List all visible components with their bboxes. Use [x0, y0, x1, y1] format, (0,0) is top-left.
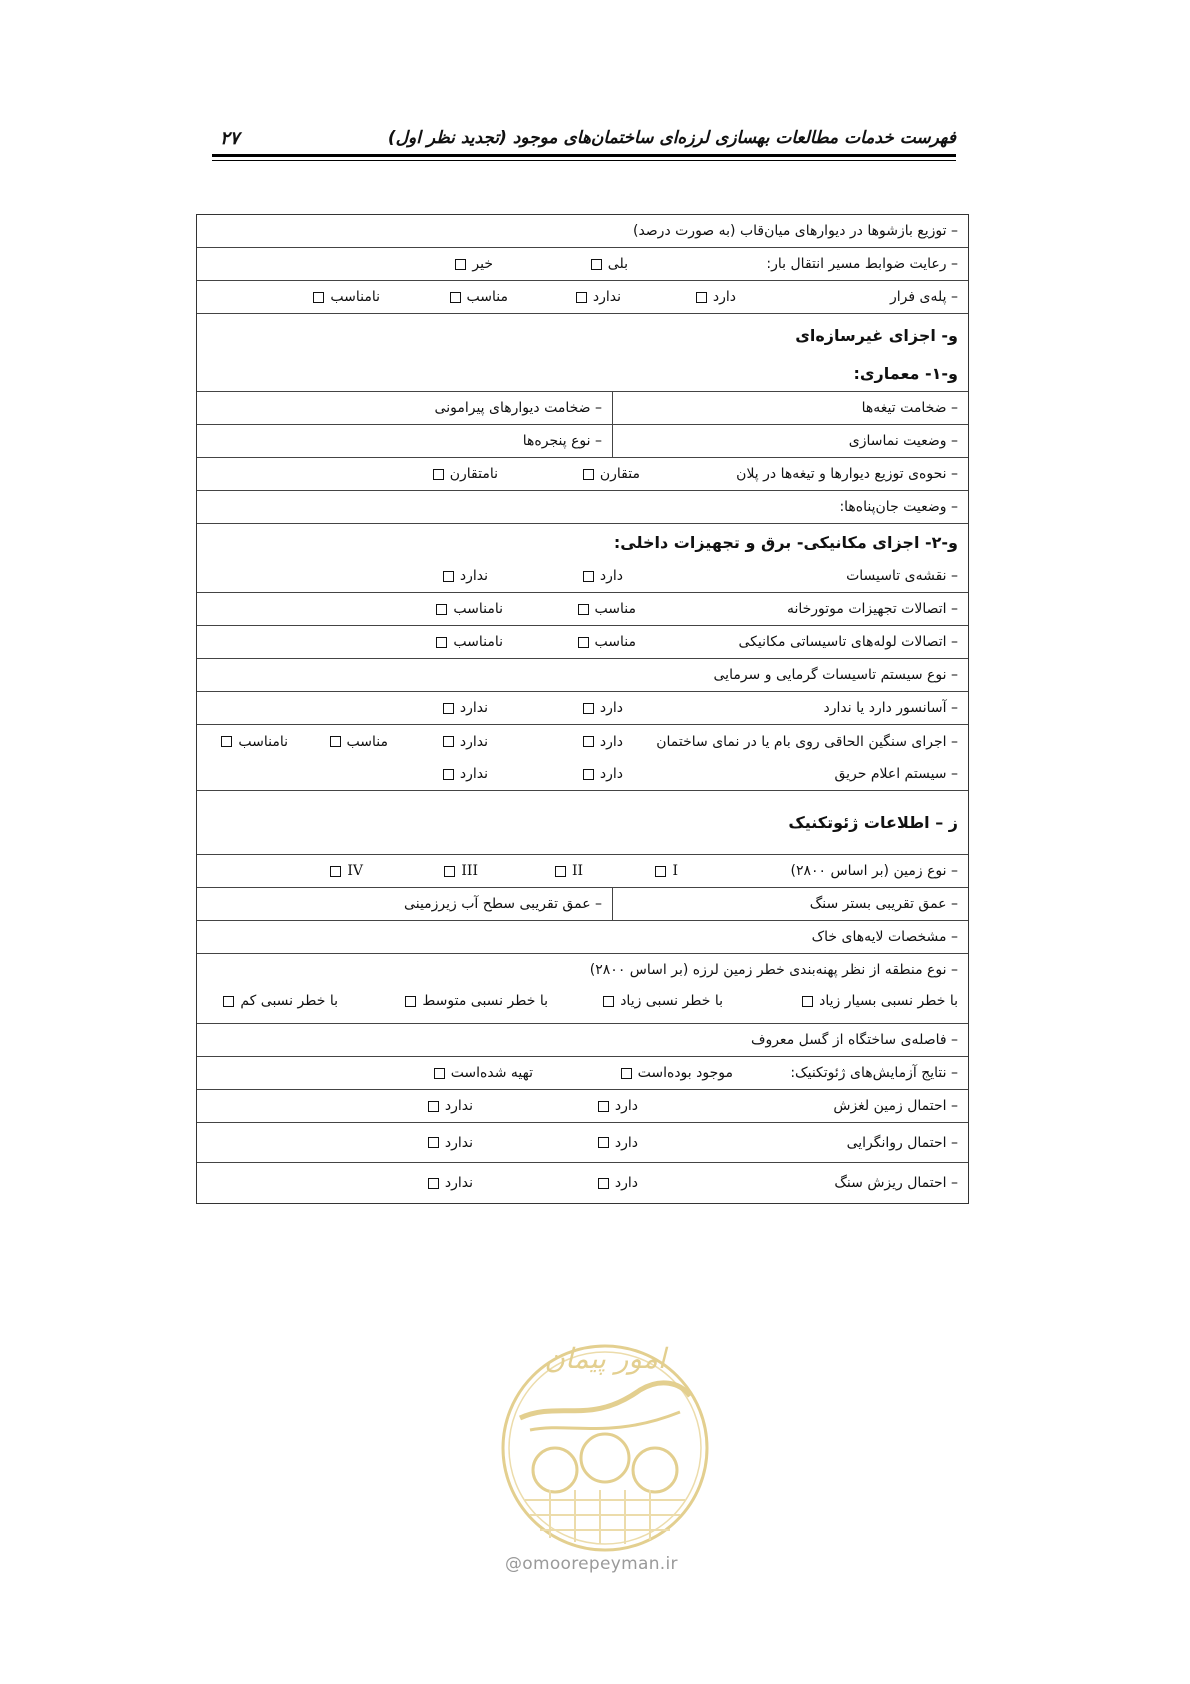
form-row [197, 458, 968, 491]
checkbox-icon[interactable] [455, 259, 466, 270]
option-label: مناسب [594, 634, 636, 650]
option-unsuitable[interactable] [313, 289, 380, 305]
option-unsuitable[interactable] [436, 634, 503, 650]
option-label: دارد [712, 289, 736, 305]
option-label: با خطر نسبی بسیار زیاد [819, 993, 958, 1010]
option-label: مناسب [594, 601, 636, 617]
checkbox-icon[interactable] [598, 1101, 609, 1112]
row-label: – رعایت ضوابط مسیر انتقال بار: [766, 256, 958, 272]
checkbox-icon[interactable] [621, 1068, 632, 1079]
checkbox-icon[interactable] [583, 703, 594, 714]
row-label: – نوع پنجره‌ها [522, 433, 602, 449]
checkbox-icon[interactable] [434, 1068, 445, 1079]
option-hasnt[interactable] [428, 1175, 473, 1191]
option-hasnt[interactable] [443, 700, 488, 716]
section-subheading [197, 356, 968, 392]
form-row [197, 1163, 968, 1203]
option-label: با خطر نسبی متوسط [422, 993, 548, 1010]
option-has[interactable] [598, 1175, 638, 1191]
form-row [197, 392, 968, 425]
section-heading [197, 314, 968, 356]
zone-options [207, 993, 958, 1015]
checkbox-icon[interactable] [578, 637, 589, 648]
option-label: II [571, 863, 583, 879]
row-label: – فاصله‌ی ساختگاه از گسل معروف [750, 1032, 958, 1048]
option-has[interactable] [598, 1098, 638, 1114]
header-rule-thin [212, 160, 956, 161]
form-row [197, 593, 968, 626]
option-medium[interactable] [405, 993, 548, 1009]
checkbox-icon[interactable] [598, 1178, 609, 1189]
checkbox-icon[interactable] [591, 259, 602, 270]
option-label: نامناسب [453, 634, 503, 650]
checkbox-icon[interactable] [313, 292, 324, 303]
form-row [197, 248, 968, 281]
section-subheading [197, 524, 968, 560]
checkbox-icon[interactable] [330, 866, 341, 877]
option-label: نامناسب [330, 289, 380, 305]
checkbox-icon[interactable] [802, 996, 813, 1007]
option-label: دارد [599, 700, 623, 716]
option-label: ندارد [444, 1098, 473, 1114]
option-prepared[interactable] [434, 1065, 533, 1081]
checkbox-icon[interactable] [576, 292, 587, 303]
form-row [197, 215, 968, 248]
row-label: – مشخصات لایه‌های خاک [811, 929, 958, 945]
row-label: – اجرای سنگین الحاقی روی بام یا در نمای ساختمان [656, 733, 958, 750]
row-label: – نوع زمین (بر اساس ۲۸۰۰) [790, 863, 958, 879]
section-heading [197, 791, 968, 855]
option-label: با خطر نسبی زیاد [620, 993, 723, 1010]
row-label: – نقشه‌ی تاسیسات [846, 568, 958, 584]
row-label: – احتمال ریزش سنگ [834, 1175, 958, 1191]
row-label: – اتصالات لوله‌های تاسیساتی مکانیکی [738, 634, 958, 650]
checkbox-icon[interactable] [428, 1101, 439, 1112]
checkbox-icon[interactable] [583, 769, 594, 780]
option-hasnt[interactable] [576, 289, 621, 305]
column-divider [612, 888, 613, 920]
option-no[interactable] [455, 256, 493, 272]
option-low[interactable] [223, 993, 338, 1009]
checkbox-icon[interactable] [436, 604, 447, 615]
option-label: ندارد [459, 700, 488, 716]
checkbox-icon[interactable] [583, 736, 594, 747]
checkbox-icon[interactable] [436, 637, 447, 648]
checkbox-icon[interactable] [655, 866, 666, 877]
checkbox-icon[interactable] [583, 571, 594, 582]
checkbox-icon[interactable] [578, 604, 589, 615]
option-has[interactable] [696, 289, 736, 305]
form-row [197, 921, 968, 954]
option-label: متقارن [599, 466, 640, 482]
option-label: ندارد [459, 733, 488, 750]
option-label: ندارد [444, 1175, 473, 1191]
option-label: ندارد [444, 1134, 473, 1151]
option-unsuitable[interactable] [221, 734, 288, 750]
section-title: و-۲- اجزای مکانیکی- برق و تجهیزات داخلی: [613, 532, 958, 552]
form-row [197, 1057, 968, 1090]
page-header [212, 128, 956, 164]
option-suitable[interactable] [330, 734, 388, 750]
checkbox-icon[interactable] [330, 736, 341, 747]
option-type-1[interactable] [655, 863, 678, 879]
option-very-high[interactable] [802, 993, 958, 1009]
row-label: – ضخامت تیغه‌ها [861, 400, 958, 416]
checkbox-icon[interactable] [443, 571, 454, 582]
survey-form-table [196, 214, 969, 1204]
form-row [197, 491, 968, 524]
option-existing[interactable] [621, 1065, 733, 1081]
row-label: – پله‌ی فرار [890, 289, 958, 305]
form-row [197, 692, 968, 725]
option-hasnt[interactable] [443, 766, 488, 782]
option-symmetric[interactable] [583, 466, 640, 482]
form-row [197, 281, 968, 314]
option-label: I [672, 863, 678, 879]
option-label: IV [347, 863, 363, 879]
watermark-url: @omoorepeyman.ir [505, 1554, 678, 1574]
form-row [197, 855, 968, 888]
row-label: – وضعیت جان‌پناه‌ها: [839, 499, 958, 515]
row-label: – نحوه‌ی توزیع دیوارها و تیغه‌ها در پلان [736, 466, 958, 482]
option-label: ندارد [459, 766, 488, 782]
row-label: – نتایج آزمایش‌های ژئوتکنیک: [790, 1065, 958, 1081]
column-divider [612, 392, 613, 424]
option-suitable[interactable] [450, 289, 508, 305]
checkbox-icon[interactable] [433, 469, 444, 480]
section-title: و- اجزای غیرسازه‌ای [795, 325, 958, 345]
option-unsuitable[interactable] [436, 601, 503, 617]
option-has[interactable] [583, 766, 623, 782]
option-label: موجود بوده‌است [637, 1065, 733, 1081]
option-has[interactable] [583, 700, 623, 716]
option-label: نامناسب [453, 601, 503, 617]
form-row [197, 888, 968, 921]
option-type-2[interactable] [555, 863, 583, 879]
form-row [197, 1024, 968, 1057]
form-row [197, 425, 968, 458]
option-type-4[interactable] [330, 863, 363, 879]
option-label: تهیه شده‌است [450, 1065, 533, 1081]
row-label: – وضعیت نماسازی [848, 433, 958, 449]
option-hasnt[interactable] [428, 1098, 473, 1114]
row-label: – ضخامت دیوارهای پیرامونی [434, 400, 602, 416]
option-label: دارد [614, 1134, 638, 1151]
option-hasnt[interactable] [428, 1135, 473, 1151]
form-row [197, 954, 968, 1024]
checkbox-icon[interactable] [443, 703, 454, 714]
option-label: ندارد [592, 289, 621, 305]
option-hasnt[interactable] [443, 568, 488, 584]
checkbox-icon[interactable] [443, 769, 454, 780]
option-label: با خطر نسبی کم [240, 993, 338, 1010]
option-has[interactable] [583, 734, 623, 750]
option-hasnt[interactable] [443, 734, 488, 750]
row-label: – آسانسور دارد یا ندارد [823, 700, 958, 716]
option-label: دارد [614, 1175, 638, 1191]
checkbox-icon[interactable] [555, 866, 566, 877]
option-suitable[interactable] [578, 634, 636, 650]
header-title: فهرست خدمات مطالعات بهسازی لرزه‌ای ساختمان‌های موجود (تجدید نظر اول) [387, 128, 956, 148]
checkbox-icon[interactable] [223, 996, 234, 1007]
option-asymmetric[interactable] [433, 466, 498, 482]
row-label: – عمق تقریبی بستر سنگ [809, 896, 958, 912]
row-label: – نوع منطقه از نظر پهنه‌بندی خطر زمین لرزه (بر اساس ۲۸۰۰) [589, 961, 958, 978]
option-label: دارد [599, 766, 623, 782]
option-label: مناسب [346, 733, 388, 750]
option-yes[interactable] [591, 256, 628, 272]
form-row [197, 758, 968, 791]
section-title: ز – اطلاعات ژئوتکنیک [788, 813, 958, 832]
checkbox-icon[interactable] [583, 469, 594, 480]
column-divider [612, 425, 613, 457]
row-label: – عمق تقریبی سطح آب زیرزمینی [404, 896, 602, 912]
row-label: – سیستم اعلام حریق [834, 766, 958, 782]
option-label: نامناسب [238, 733, 288, 750]
option-label: ندارد [459, 568, 488, 584]
row-label: – احتمال روانگرایی [846, 1134, 958, 1151]
row-label: – احتمال زمین لغزش [833, 1098, 958, 1114]
row-label: – توزیع بازشوها در دیوارهای میان‌قاب (به صورت درصد) [632, 223, 958, 239]
checkbox-icon[interactable] [603, 996, 614, 1007]
row-label: – نوع سیستم تاسیسات گرمایی و سرمایی [713, 667, 958, 683]
option-label: مناسب [466, 289, 508, 305]
option-has[interactable] [583, 568, 623, 584]
checkbox-icon[interactable] [696, 292, 707, 303]
page-number: ۲۷ [220, 128, 240, 149]
checkbox-icon[interactable] [428, 1137, 439, 1148]
option-label: بلی [607, 256, 628, 272]
checkbox-icon[interactable] [443, 736, 454, 747]
option-label: دارد [614, 1098, 638, 1114]
option-label: خیر [472, 256, 493, 272]
checkbox-icon[interactable] [450, 292, 461, 303]
option-label: دارد [599, 733, 623, 750]
option-label: نامتقارن [449, 466, 498, 482]
checkbox-icon[interactable] [221, 736, 232, 747]
option-label: دارد [599, 568, 623, 584]
option-high[interactable] [603, 993, 723, 1009]
checkbox-icon[interactable] [598, 1137, 609, 1148]
row-label: – اتصالات تجهیزات موتورخانه [786, 601, 958, 617]
checkbox-icon[interactable] [405, 996, 416, 1007]
checkbox-icon[interactable] [428, 1178, 439, 1189]
checkbox-icon[interactable] [444, 866, 455, 877]
option-has[interactable] [598, 1135, 638, 1151]
form-row [197, 560, 968, 593]
form-row [197, 725, 968, 758]
form-row [197, 659, 968, 692]
section-title: و-۱- معماری: [853, 364, 958, 383]
watermark-logo-text: امور پیمان [544, 1342, 666, 1375]
header-rule [212, 154, 956, 157]
form-row [197, 626, 968, 659]
form-row [197, 1090, 968, 1123]
option-suitable[interactable] [578, 601, 636, 617]
watermark-logo [490, 1330, 720, 1570]
option-label: III [461, 863, 478, 879]
form-row [197, 1123, 968, 1163]
option-type-3[interactable] [444, 863, 478, 879]
